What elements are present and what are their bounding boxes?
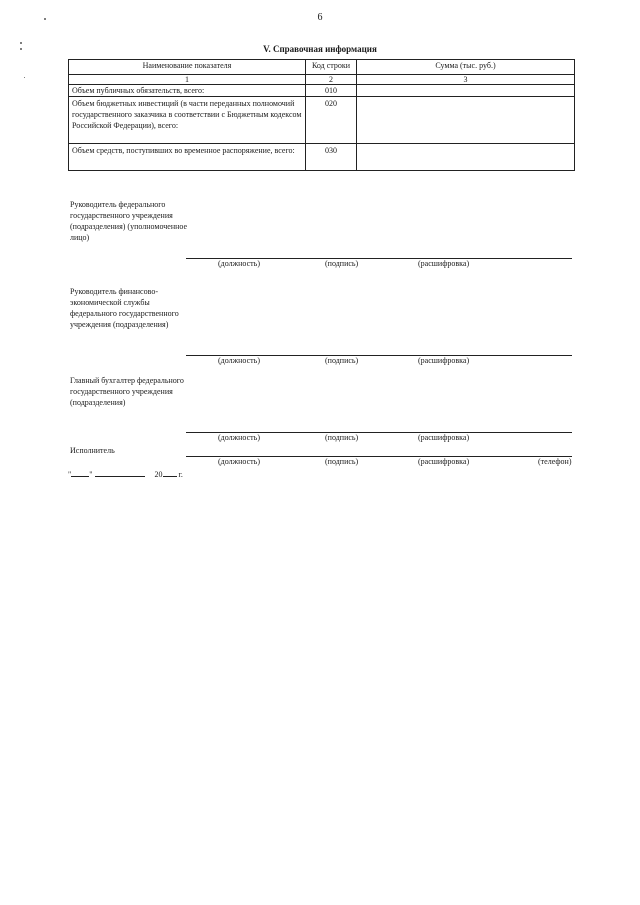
table-row bbox=[69, 97, 575, 144]
row-code: 020 bbox=[306, 97, 357, 144]
chief-accountant-label: Главный бухгалтер федерального государственного учреждения (подразделения) bbox=[70, 376, 184, 407]
scan-speck bbox=[44, 18, 46, 20]
executor-label: Исполнитель bbox=[70, 446, 115, 455]
year-prefix: 20 bbox=[154, 470, 163, 479]
section-title: V. Справочная информация bbox=[263, 44, 377, 54]
column-number: 3 bbox=[357, 75, 575, 85]
column-number-row bbox=[69, 75, 575, 85]
decoding-caption: (расшифровка) bbox=[418, 457, 470, 466]
date-quote-close: " bbox=[89, 470, 93, 479]
table-row bbox=[69, 85, 575, 97]
column-number: 2 bbox=[306, 75, 357, 85]
signature-caption: (подпись) bbox=[325, 433, 359, 442]
reference-table bbox=[68, 59, 575, 171]
scan-speck bbox=[20, 48, 22, 50]
row-code: 010 bbox=[306, 85, 357, 97]
position-caption: (должность) bbox=[218, 356, 260, 365]
row-name: Объем публичных обязательств, всего: bbox=[69, 85, 306, 97]
day-blank bbox=[71, 467, 89, 477]
row-sum bbox=[357, 85, 575, 97]
scan-speck bbox=[24, 77, 25, 78]
row-code: 030 bbox=[306, 144, 357, 171]
row-sum bbox=[357, 144, 575, 171]
row-name: Объем средств, поступивших во временное распоряжение, всего: bbox=[69, 144, 306, 171]
column-number: 1 bbox=[69, 75, 306, 85]
position-caption: (должность) bbox=[218, 433, 260, 442]
head-signatory-label: Руководитель федерального государственного учреждения (подразделения) (уполномоченное лицо) bbox=[70, 200, 188, 242]
month-blank bbox=[95, 467, 145, 477]
signature-caption: (подпись) bbox=[325, 259, 359, 268]
signature-caption: (подпись) bbox=[325, 356, 359, 365]
finance-head-label: Руководитель финансово-экономической службы федерального государственного учреждения (подразделения) bbox=[70, 287, 179, 329]
decoding-caption: (расшифровка) bbox=[418, 259, 470, 268]
year-blank bbox=[163, 467, 177, 477]
header-line-code: Код строки bbox=[306, 60, 357, 75]
table-row bbox=[69, 144, 575, 171]
position-caption: (должность) bbox=[218, 457, 260, 466]
page-number: 6 bbox=[317, 12, 323, 23]
table-header-row bbox=[69, 60, 575, 75]
scan-speck bbox=[20, 42, 22, 44]
date-line bbox=[68, 467, 183, 481]
position-caption: (должность) bbox=[218, 259, 260, 268]
row-sum bbox=[357, 97, 575, 144]
signature-caption: (подпись) bbox=[325, 457, 359, 466]
header-indicator-name: Наименование показателя bbox=[69, 60, 306, 75]
header-sum: Сумма (тыс. руб.) bbox=[357, 60, 575, 75]
decoding-caption: (расшифровка) bbox=[418, 433, 470, 442]
decoding-caption: (расшифровка) bbox=[418, 356, 470, 365]
year-suffix: г. bbox=[178, 470, 183, 479]
row-name: Объем бюджетных инвестиций (в части переданных полномочий государственного заказчика в соответствии с Бюджетным кодексом Российской Федерации), всего: bbox=[69, 97, 306, 144]
date-quote-open: " bbox=[68, 470, 72, 479]
phone-caption: (телефон) bbox=[538, 457, 572, 466]
